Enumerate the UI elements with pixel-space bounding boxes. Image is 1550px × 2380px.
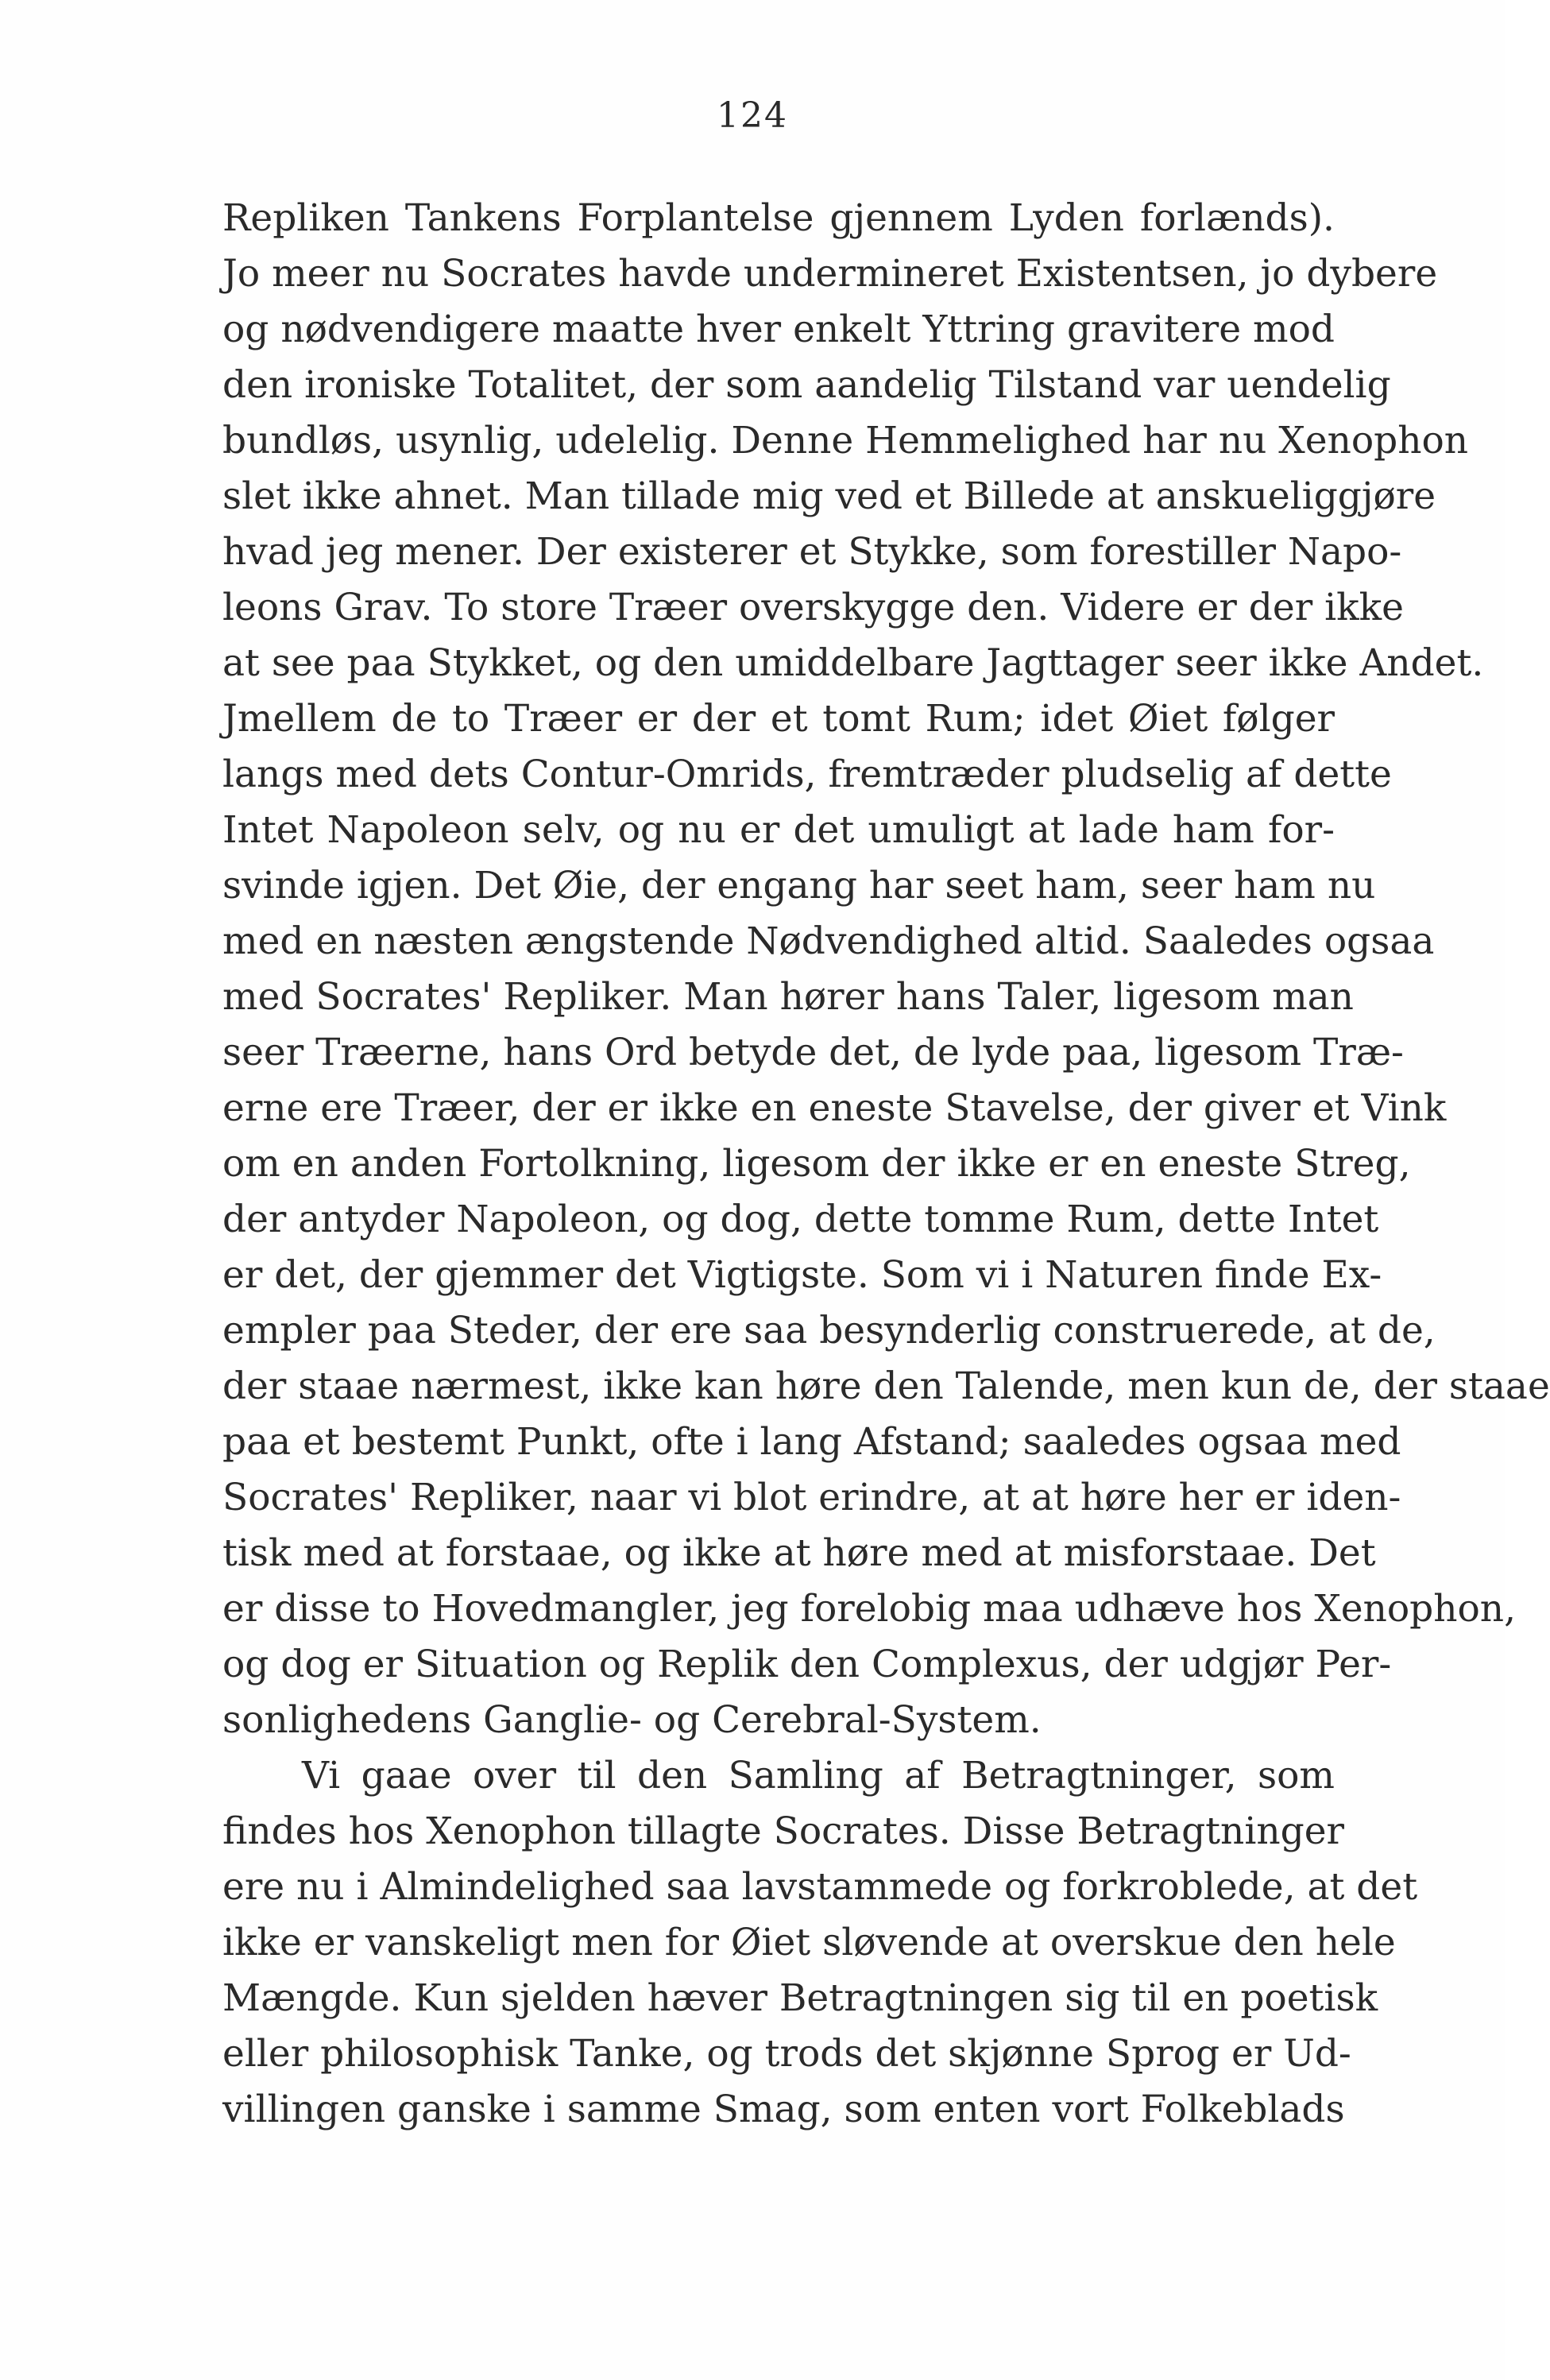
text-line: den ironiske Totalitet, der som aandelig Tilstand var uendelig — [222, 363, 1391, 407]
text-line: ere nu i Almindelighed saa lavstammede og forkroblede, at det — [222, 1865, 1418, 1909]
text-line: bundløs, usynlig, udelelig. Denne Hemmelighed har nu Xenophon — [222, 419, 1469, 462]
text-line: der staae nærmest, ikke kan høre den Talende, men kun de, der staae — [222, 1364, 1550, 1408]
text-line: Jmellem de to Træer er der et tomt Rum; idet Øiet følger — [222, 697, 1335, 741]
text-line: at see paa Stykket, og den umiddelbare Jagttager seer ikke Andet. — [222, 641, 1484, 685]
text-line: og nødvendigere maatte hver enkelt Yttring gravitere mod — [222, 308, 1335, 351]
text-line: og dog er Situation og Replik den Complexus, der udgjør Per- — [222, 1643, 1392, 1686]
text-line: seer Træerne, hans Ord betyde det, de lyde paa, ligesom Træ- — [222, 1031, 1404, 1074]
text-line: eller philosophisk Tanke, og trods det skjønne Sprog er Ud- — [222, 2032, 1351, 2076]
text-line: sonlighedens Ganglie- og Cerebral-System. — [222, 1698, 1042, 1742]
text-line: Repliken Tankens Forplantelse gjennem Lyden forlænds). — [222, 196, 1335, 240]
text-line: med en næsten ængstende Nødvendighed altid. Saaledes ogsaa — [222, 919, 1435, 963]
text-line: svinde igjen. Det Øie, der engang har seet ham, seer ham nu — [222, 864, 1376, 907]
text-line: Socrates' Repliker, naar vi blot erindre, at at høre her er iden- — [222, 1476, 1401, 1519]
text-line: tisk med at forstaae, og ikke at høre med at misforstaae. Det — [222, 1531, 1376, 1575]
text-line: hvad jeg mener. Der existerer et Stykke, som forestiller Napo- — [222, 530, 1402, 574]
text-line: der antyder Napoleon, og dog, dette tomme Rum, dette Intet — [222, 1198, 1379, 1241]
text-line: findes hos Xenophon tillagte Socrates. Disse Betragtninger — [222, 1809, 1344, 1853]
text-line: villingen ganske i samme Smag, som enten vort Folkeblads — [222, 2088, 1345, 2131]
text-line: paa et bestemt Punkt, ofte i lang Afstand; saaledes ogsaa med — [222, 1420, 1401, 1464]
text-line: Jo meer nu Socrates havde undermineret Existentsen, jo dybere — [222, 252, 1438, 296]
body-text — [222, 191, 1550, 2138]
page-number: 124 — [717, 95, 788, 136]
text-line: langs med dets Contur-Omrids, fremtræder pludselig af dette — [222, 753, 1392, 796]
text-line: er det, der gjemmer det Vigtigste. Som vi i Naturen finde Ex- — [222, 1253, 1382, 1297]
text-line: Intet Napoleon selv, og nu er det umuligt at lade ham for- — [222, 808, 1335, 852]
text-line: erne ere Træer, der er ikke en eneste Stavelse, der giver et Vink — [222, 1086, 1447, 1130]
text-line: empler paa Steder, der ere saa besynderlig construerede, at de, — [222, 1309, 1436, 1353]
text-line: leons Grav. To store Træer overskygge den. Videre er der ikke — [222, 586, 1404, 629]
text-line: ikke er vanskeligt men for Øiet sløvende at overskue den hele — [222, 1921, 1396, 1964]
text-line: Vi gaae over til den Samling af Betragtninger, som — [302, 1754, 1335, 1798]
text-line: om en anden Fortolkning, ligesom der ikke er en eneste Streg, — [222, 1142, 1411, 1186]
text-line: slet ikke ahnet. Man tillade mig ved et Billede at anskueliggjøre — [222, 474, 1436, 518]
text-line: er disse to Hovedmangler, jeg forelobig maa udhæve hos Xenophon, — [222, 1587, 1517, 1631]
text-line: med Socrates' Repliker. Man hører hans Taler, ligesom man — [222, 975, 1354, 1019]
text-line: Mængde. Kun sjelden hæver Betragtningen sig til en poetisk — [222, 1976, 1378, 2020]
